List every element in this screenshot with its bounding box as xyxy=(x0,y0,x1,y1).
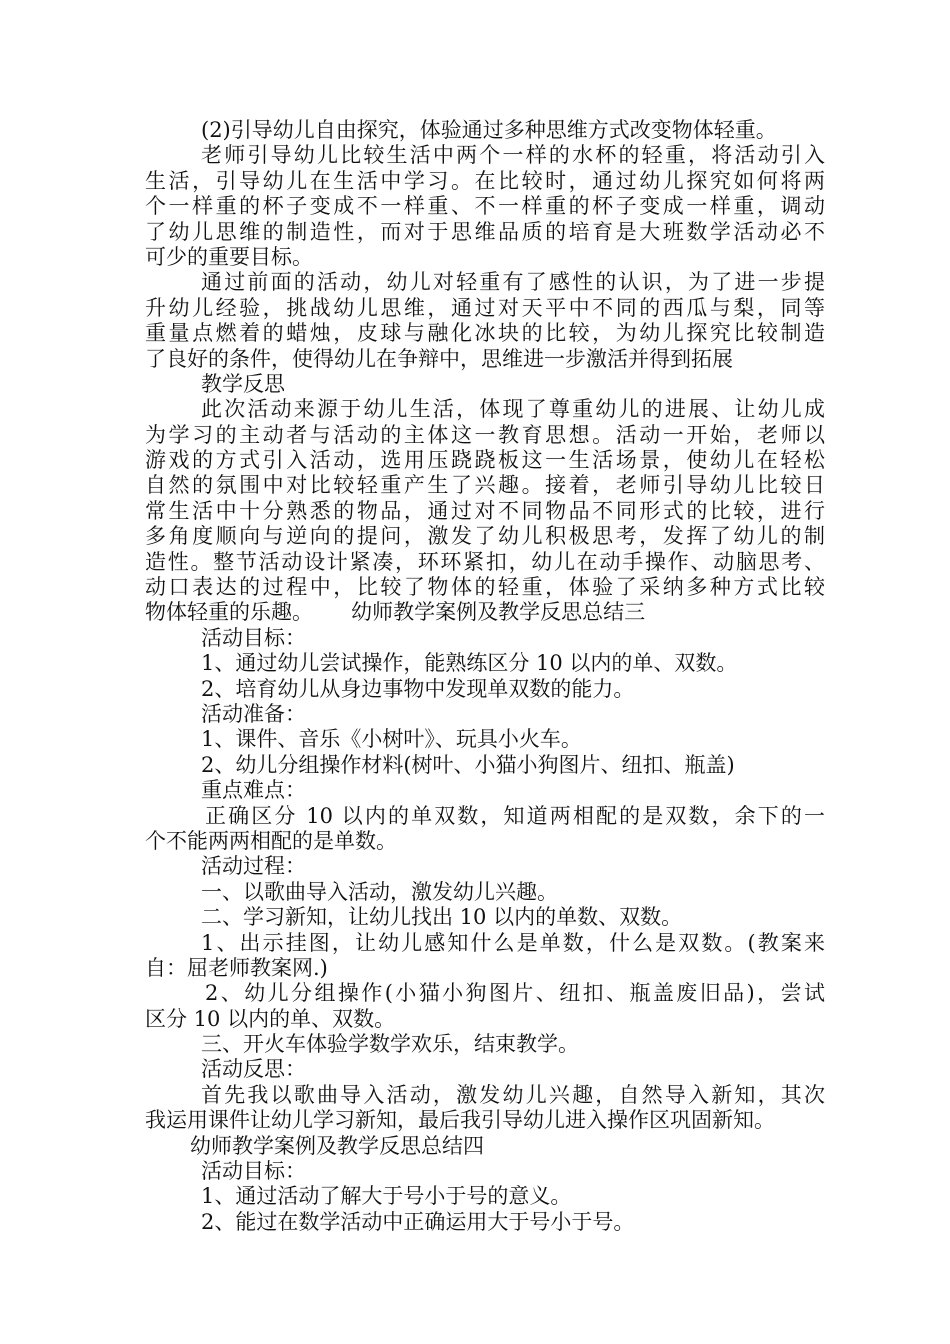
section-heading: 活动反思： xyxy=(201,1057,306,1082)
list-item: 1、课件、音乐《小树叶》、玩具小火车。 xyxy=(201,727,582,752)
list-item: 2、培育幼儿从身边事物中发现单双数的能力。 xyxy=(201,676,635,701)
paragraph-line: 生活，引导幼儿在生活中学习。在比较时，通过幼儿探究如何将两 xyxy=(145,168,825,193)
list-item: 2、幼儿分组操作(小猫小狗图片、纽扣、瓶盖废旧品)，尝试 xyxy=(205,981,825,1006)
paragraph-line: 多角度顺向与逆向的提问，激发了幼儿积极思考，发挥了幼儿的制 xyxy=(145,524,825,549)
paragraph-line: 物体轻重的乐趣。 幼师教学案例及教学反思总结三 xyxy=(145,600,646,625)
paragraph-line: 首先我以歌曲导入活动，激发幼儿兴趣，自然导入新知，其次 xyxy=(201,1082,825,1107)
list-item: 二、学习新知，让幼儿找出 10 以内的单数、双数。 xyxy=(201,905,683,930)
list-item: 三、开火车体验学数学欢乐，结束教学。 xyxy=(201,1032,579,1057)
section-heading: 活动目标： xyxy=(201,625,306,650)
paragraph-line: 动口表达的过程中，比较了物体的轻重，体验了采纳多种方式比较 xyxy=(145,575,825,600)
paragraph-line: 重量点燃着的蜡烛，皮球与融化冰块的比较，为幼儿探究比较制造 xyxy=(145,321,825,346)
paragraph-line: 我运用课件让幼儿学习新知，最后我引导幼儿进入操作区巩固新知。 xyxy=(145,1108,775,1133)
paragraph-line: 可少的重要目标。 xyxy=(145,244,313,269)
section-heading: 活动目标： xyxy=(201,1159,306,1184)
list-item: 1、出示挂图，让幼儿感知什么是单数，什么是双数。(教案来 xyxy=(201,930,825,955)
list-item: 1、通过幼儿尝试操作，能熟练区分 10 以内的单、双数。 xyxy=(201,651,738,676)
paragraph-line: 造性。整节活动设计紧凑，环环紧扣，幼儿在动手操作、动脑思考、 xyxy=(145,549,825,574)
paragraph-line: (2)引导幼儿自由探究，体验通过多种思维方式改变物体轻重。 xyxy=(201,118,777,142)
paragraph-line: 为学习的主动者与活动的主体这一教育思想。活动一开始，老师以 xyxy=(145,422,825,447)
paragraph-line: 了幼儿思维的制造性，而对于思维品质的培育是大班数学活动必不 xyxy=(145,219,825,244)
list-item: 2、幼儿分组操作材料(树叶、小猫小狗图片、纽扣、瓶盖) xyxy=(201,752,735,777)
list-item: 2、能过在数学活动中正确运用大于号小于号。 xyxy=(201,1209,635,1234)
document-body xyxy=(145,118,825,1235)
paragraph-line: 此次活动来源于幼儿生活，体现了尊重幼儿的进展、让幼儿成 xyxy=(201,397,825,422)
paragraph-line: 老师引导幼儿比较生活中两个一样的水杯的轻重，将活动引入 xyxy=(201,143,825,168)
section-heading: 活动过程： xyxy=(201,854,306,879)
section-title: 幼师教学案例及教学反思总结四 xyxy=(190,1133,484,1158)
paragraph-line: 个不能两两相配的是单数。 xyxy=(145,828,397,853)
list-item: 一、以歌曲导入活动，激发幼儿兴趣。 xyxy=(201,879,558,904)
paragraph-line: 自然的氛围中对比较轻重产生了兴趣。接着，老师引导幼儿比较日 xyxy=(145,473,825,498)
paragraph-line: 自：屈老师教案网.) xyxy=(145,955,328,980)
paragraph-line: 个一样重的杯子变成不一样重、不一样重的杯子变成一样重，调动 xyxy=(145,194,825,219)
paragraph-line: 正确区分 10 以内的单双数，知道两相配的是双数，余下的一 xyxy=(205,803,825,828)
paragraph-line: 游戏的方式引入活动，选用压跷跷板这一生活场景，使幼儿在轻松 xyxy=(145,448,825,473)
section-heading: 教学反思 xyxy=(201,371,285,396)
paragraph-line: 通过前面的活动，幼儿对轻重有了感性的认识，为了进一步提 xyxy=(201,270,825,295)
list-item: 1、通过活动了解大于号小于号的意义。 xyxy=(201,1184,572,1209)
section-heading: 重点难点： xyxy=(201,778,306,803)
paragraph-line: 了良好的条件，使得幼儿在争辩中，思维进一步激活并得到拓展 xyxy=(145,346,733,371)
paragraph-line: 区分 10 以内的单、双数。 xyxy=(145,1006,396,1031)
paragraph-line: 升幼儿经验，挑战幼儿思维，通过对天平中不同的西瓜与梨，同等 xyxy=(145,295,825,320)
paragraph-line: 常生活中十分熟悉的物品，通过对不同物品不同形式的比较，进行 xyxy=(145,498,825,523)
section-heading: 活动准备： xyxy=(201,701,306,726)
